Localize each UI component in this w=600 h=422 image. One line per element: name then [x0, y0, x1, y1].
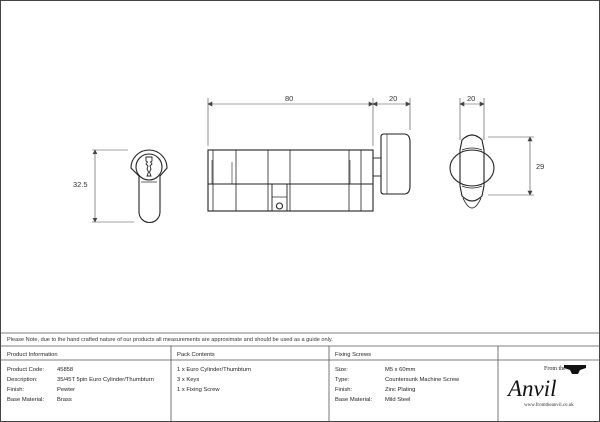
end-width-label: 20: [467, 94, 476, 103]
thumbturn-spindle: [373, 158, 381, 176]
front-height-label: 32.5: [73, 180, 88, 189]
screw-type-label: Type:: [335, 377, 350, 383]
finish-value: Pewter: [57, 387, 76, 393]
base-material-label: Base Material:: [7, 397, 45, 403]
end-plug-ellipse: [450, 150, 494, 186]
list-item: 3 x Keys: [177, 377, 200, 383]
list-item: 1 x Euro Cylinder/Thumbturn: [177, 367, 252, 373]
pack-contents-panel: [177, 352, 327, 420]
disclaimer-note: Please Note, due to the hand crafted nature of our products all measurements are approximate and should be used as a guide only.: [7, 337, 333, 343]
end-dimensions: [460, 98, 534, 195]
fixing-hole: [277, 203, 283, 209]
fixing-screws-panel: [335, 352, 495, 420]
keyway: [146, 157, 152, 176]
base-material-value: Brass: [57, 397, 72, 403]
product-information-panel: [7, 352, 167, 420]
front-height-dimension: [92, 150, 134, 222]
screw-base-material-label: Base Material:: [335, 397, 373, 403]
end-view: [450, 135, 494, 208]
list-item: 1 x Fixing Screw: [177, 387, 220, 393]
screw-base-material-value: Mild Steel: [385, 397, 411, 403]
anvil-icon: [564, 365, 586, 374]
front-view: [131, 150, 167, 223]
logo-top-text: From the: [544, 366, 566, 372]
cam-slot: [272, 184, 287, 211]
product-code-value: 45858: [57, 367, 74, 373]
product-information-title: Product Information: [7, 352, 58, 358]
description-label: Description:: [7, 377, 38, 383]
thumbturn-knob: [381, 134, 410, 194]
end-knob-outline: [460, 135, 484, 201]
turn-length-label: 20: [389, 94, 398, 103]
description-value: 35/45T 5pin Euro Cylinder/Thumbturn: [57, 377, 154, 383]
side-view: [208, 134, 410, 211]
body-length-label: 80: [285, 94, 294, 103]
screw-size-value: M5 x 60mm: [385, 367, 416, 373]
finish-label: Finish:: [7, 387, 25, 393]
fixing-screws-title: Fixing Screws: [335, 352, 372, 358]
length-dimensions: [208, 98, 410, 146]
end-height-label: 29: [536, 162, 545, 171]
cylinder-body: [208, 150, 373, 211]
screw-finish-label: Finish:: [335, 387, 353, 393]
screw-size-label: Size:: [335, 367, 348, 373]
logo-main-text: Anvil: [508, 376, 557, 401]
front-profile-outline: [131, 150, 167, 223]
logo-url-text: www.fromtheanvil.co.uk: [524, 403, 574, 408]
product-code-label: Product Code:: [7, 367, 45, 373]
from-the-anvil-logo: [506, 362, 592, 412]
pack-contents-title: Pack Contents: [177, 352, 215, 358]
screw-finish-value: Zinc Plating: [385, 387, 416, 393]
screw-type-value: Countersunk Machine Screw: [385, 377, 460, 383]
